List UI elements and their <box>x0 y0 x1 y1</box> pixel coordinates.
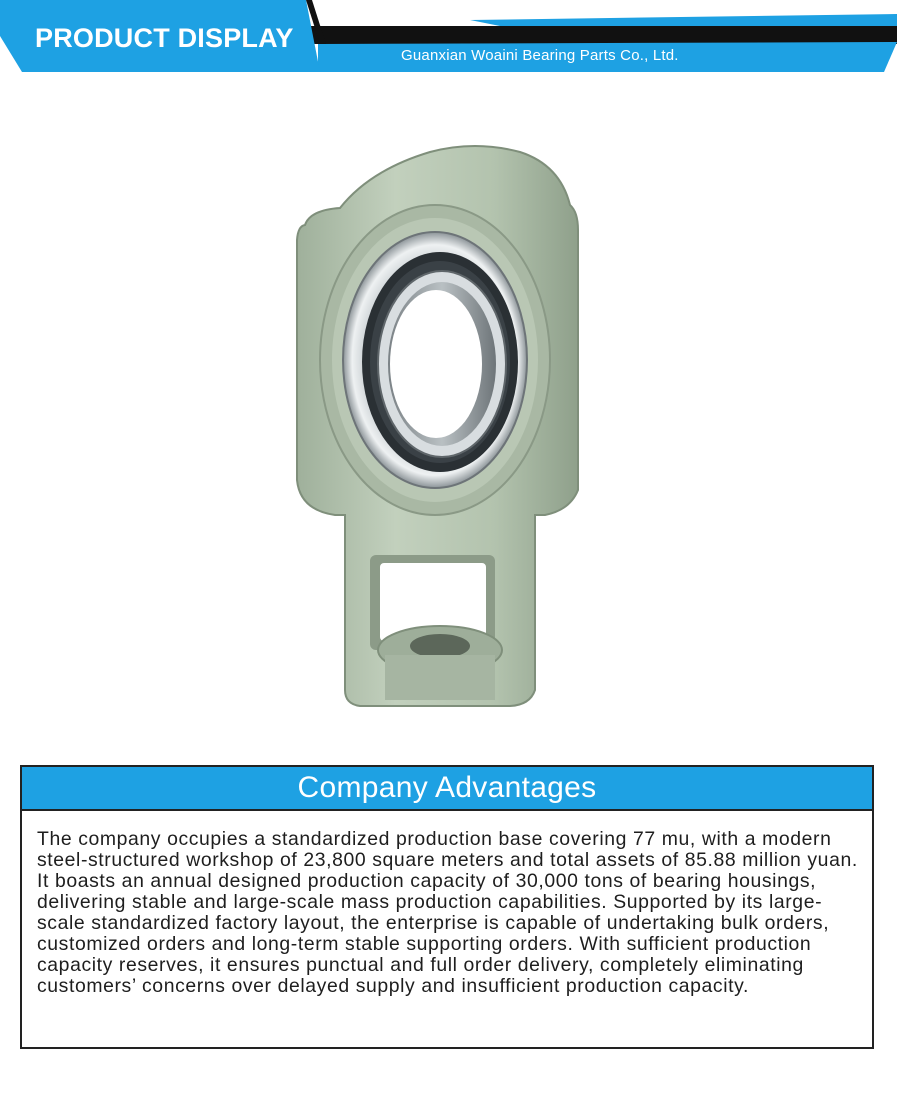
advantages-title: Company Advantages <box>297 771 597 804</box>
advantages-description: The company occupies a standardized production base covering 77 mu, with a modern steel-structured workshop of 23,800 square meters and total assets of 85.88 million yuan. It boasts an annual designed production capacity of 30,000 tons of bearing housings, delivering stable and large-scale mass production capabilities. Supported by its large-scale standardized factory layout, the enterprise is capable of undertaking bulk orders, customized orders and long-term stable supporting orders. With sufficient production capacity reserves, it ensures punctual and full order delivery, completely eliminating customers’ concerns over delayed supply and insufficient production capacity. <box>37 828 858 997</box>
bearing-housing-image <box>100 130 800 730</box>
product-photo <box>100 130 800 730</box>
header-banner <box>0 0 897 72</box>
company-advantages-panel <box>20 765 874 1049</box>
company-name: Guanxian Woaini Bearing Parts Co., Ltd. <box>401 47 679 64</box>
advantages-header <box>22 767 872 811</box>
page-title: PRODUCT DISPLAY <box>35 23 294 53</box>
